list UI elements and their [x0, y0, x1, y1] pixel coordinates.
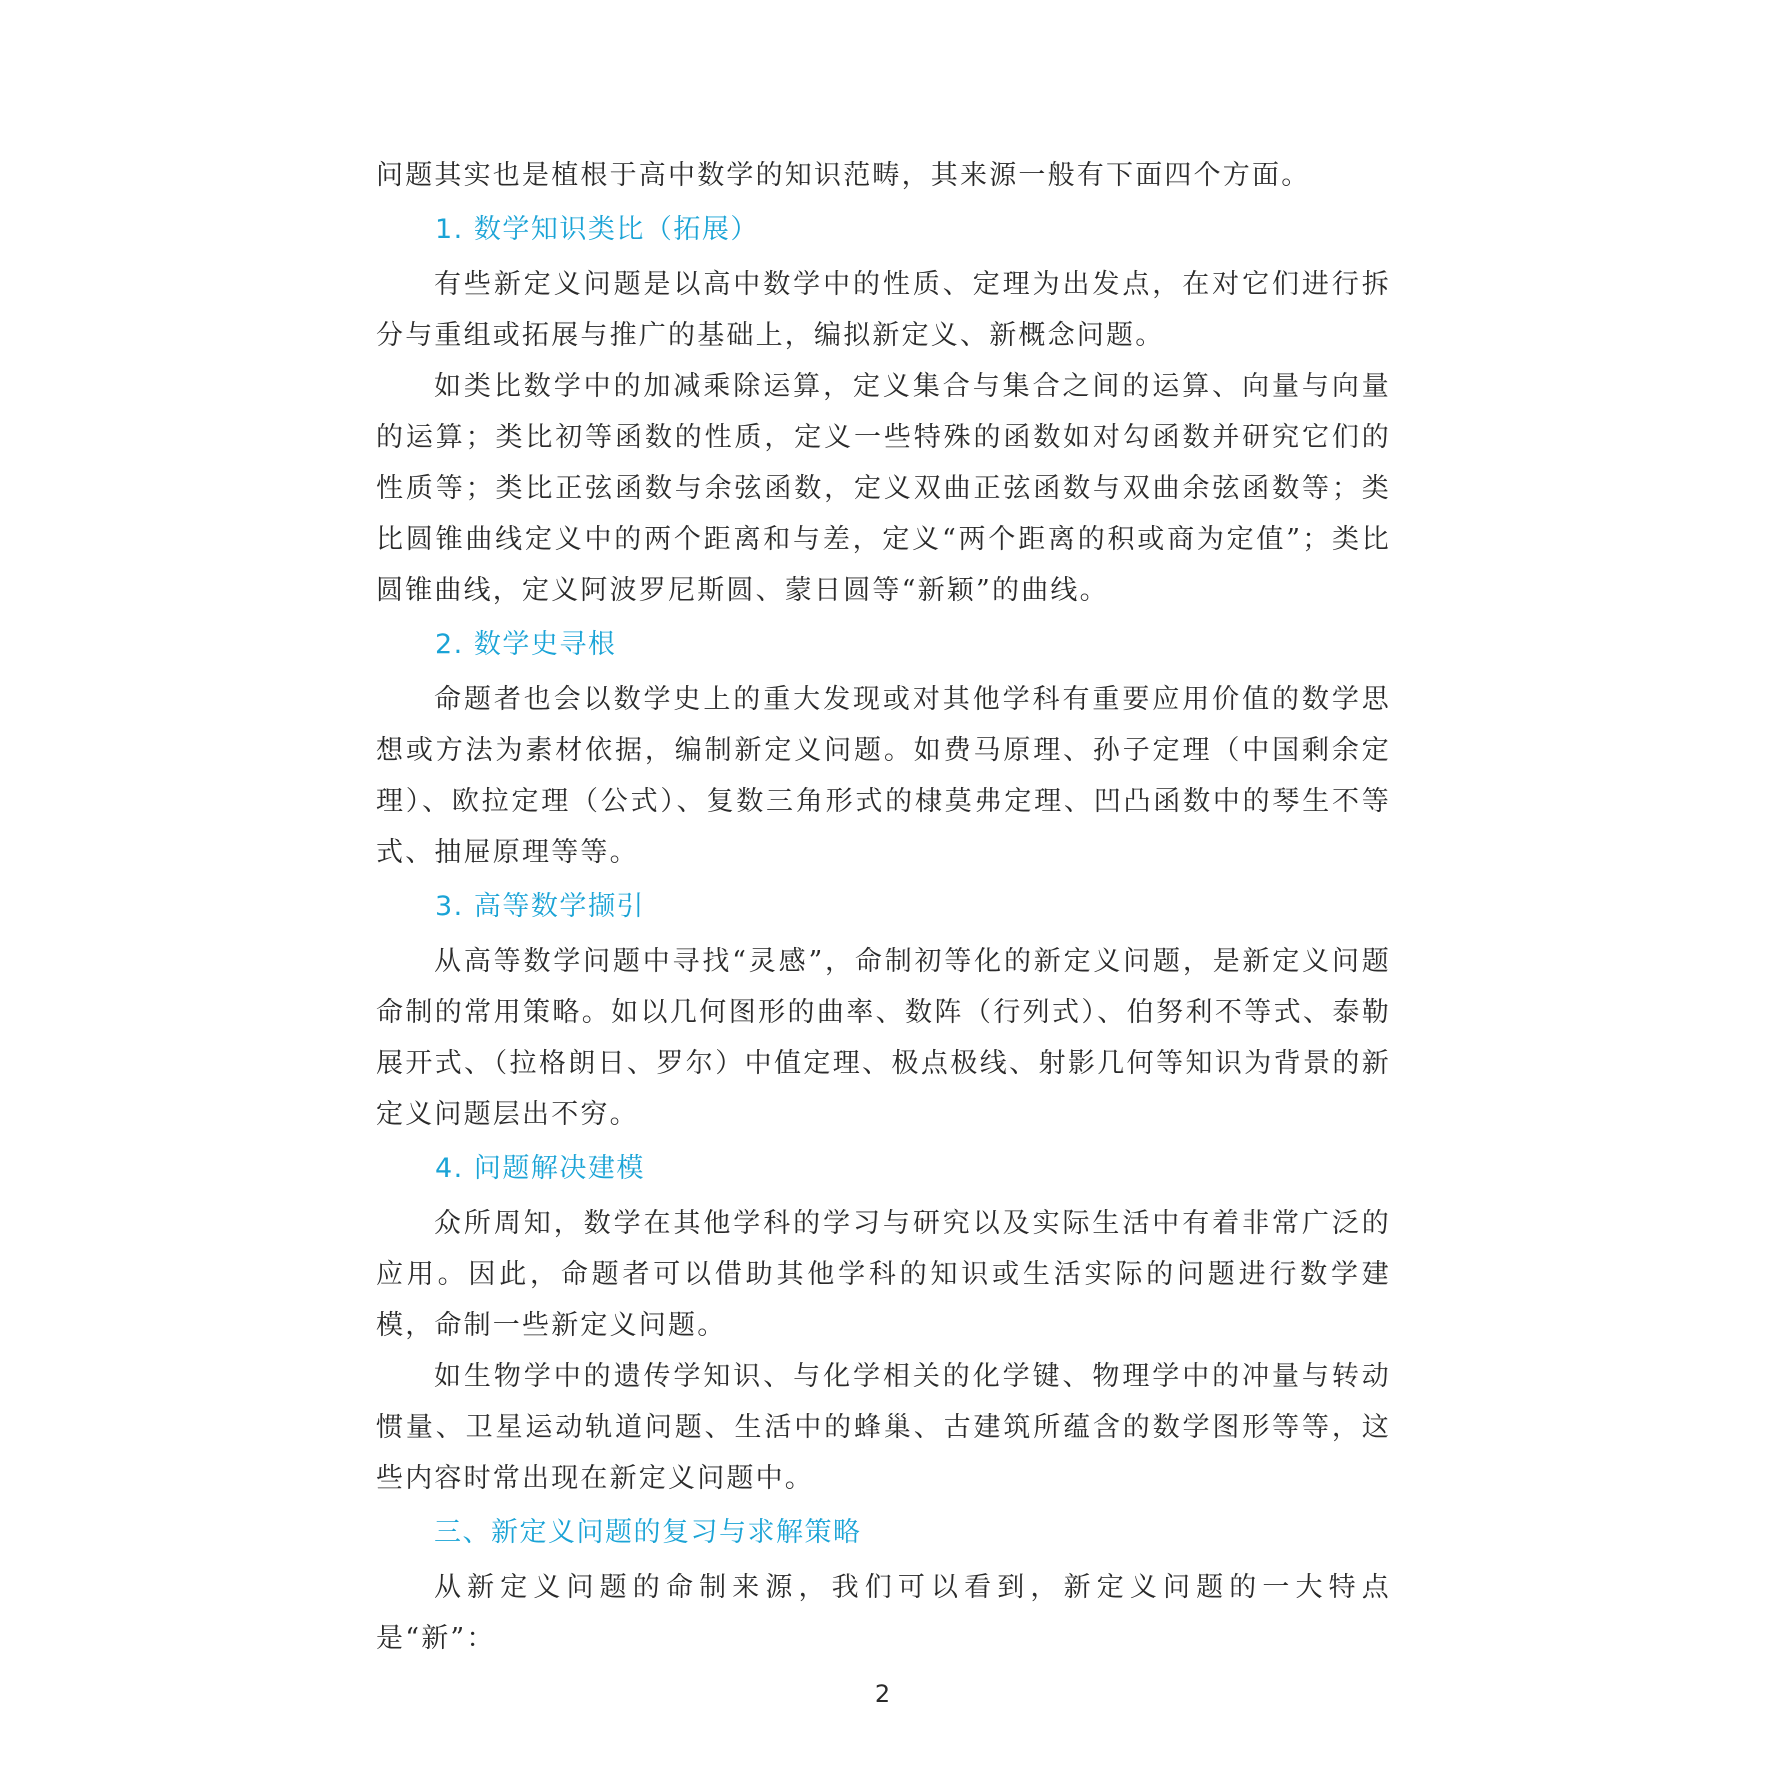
paragraph-history: 命题者也会以数学史上的重大发现或对其他学科有重要应用价值的数学思想或方法为素材依据，编制新定义问题。如费马原理、孙子定理（中国剩余定理）、欧拉定理（公式）、复数三角形式的棣莫弗定理、凹凸函数中的琴生不等式、抽屉原理等等。 [376, 684, 1391, 868]
paragraph-advanced-math: 从高等数学问题中寻找“灵感”，命制初等化的新定义问题，是新定义问题命制的常用策略。如以几何图形的曲率、数阵（行列式）、伯努利不等式、泰勒展开式、（拉格朗日、罗尔）中值定理、极点极线、射影几何等知识为背景的新定义问题层出不穷。 [376, 946, 1391, 1130]
paragraph-analogy-2: 如类比数学中的加减乘除运算，定义集合与集合之间的运算、向量与向量的运算；类比初等函数的性质，定义一些特殊的函数如对勾函数并研究它们的性质等；类比正弦函数与余弦函数，定义双曲正弦函数与双曲余弦函数等；类比圆锥曲线定义中的两个距离和与差，定义“两个距离的积或商为定值”；类比圆锥曲线，定义阿波罗尼斯圆、蒙日圆等“新颖”的曲线。 [376, 371, 1391, 606]
paragraph-review-strategy: 从新定义问题的命制来源，我们可以看到，新定义问题的一大特点是“新”： [376, 1572, 1391, 1654]
page-number: 2 [874, 1680, 891, 1708]
heading-modeling: 4. 问题解决建模 [435, 1153, 645, 1184]
heading-analogy: 1. 数学知识类比（拓展） [435, 214, 759, 245]
intro-paragraph: 问题其实也是植根于高中数学的知识范畴，其来源一般有下面四个方面。 [376, 160, 1311, 191]
heading-advanced-math: 3. 高等数学撷引 [435, 891, 645, 922]
document-page [376, 150, 1391, 1664]
paragraph-modeling-2: 如生物学中的遗传学知识、与化学相关的化学键、物理学中的冲量与转动惯量、卫星运动轨道问题、生活中的蜂巢、古建筑所蕴含的数学图形等等，这些内容时常出现在新定义问题中。 [376, 1361, 1391, 1494]
paragraph-modeling-1: 众所周知，数学在其他学科的学习与研究以及实际生活中有着非常广泛的应用。因此，命题者可以借助其他学科的知识或生活实际的问题进行数学建模，命制一些新定义问题。 [376, 1208, 1391, 1341]
heading-history: 2. 数学史寻根 [435, 629, 617, 660]
paragraph-analogy-1: 有些新定义问题是以高中数学中的性质、定理为出发点，在对它们进行拆分与重组或拓展与推广的基础上，编拟新定义、新概念问题。 [376, 269, 1391, 351]
heading-review-strategy: 三、新定义问题的复习与求解策略 [434, 1517, 862, 1548]
